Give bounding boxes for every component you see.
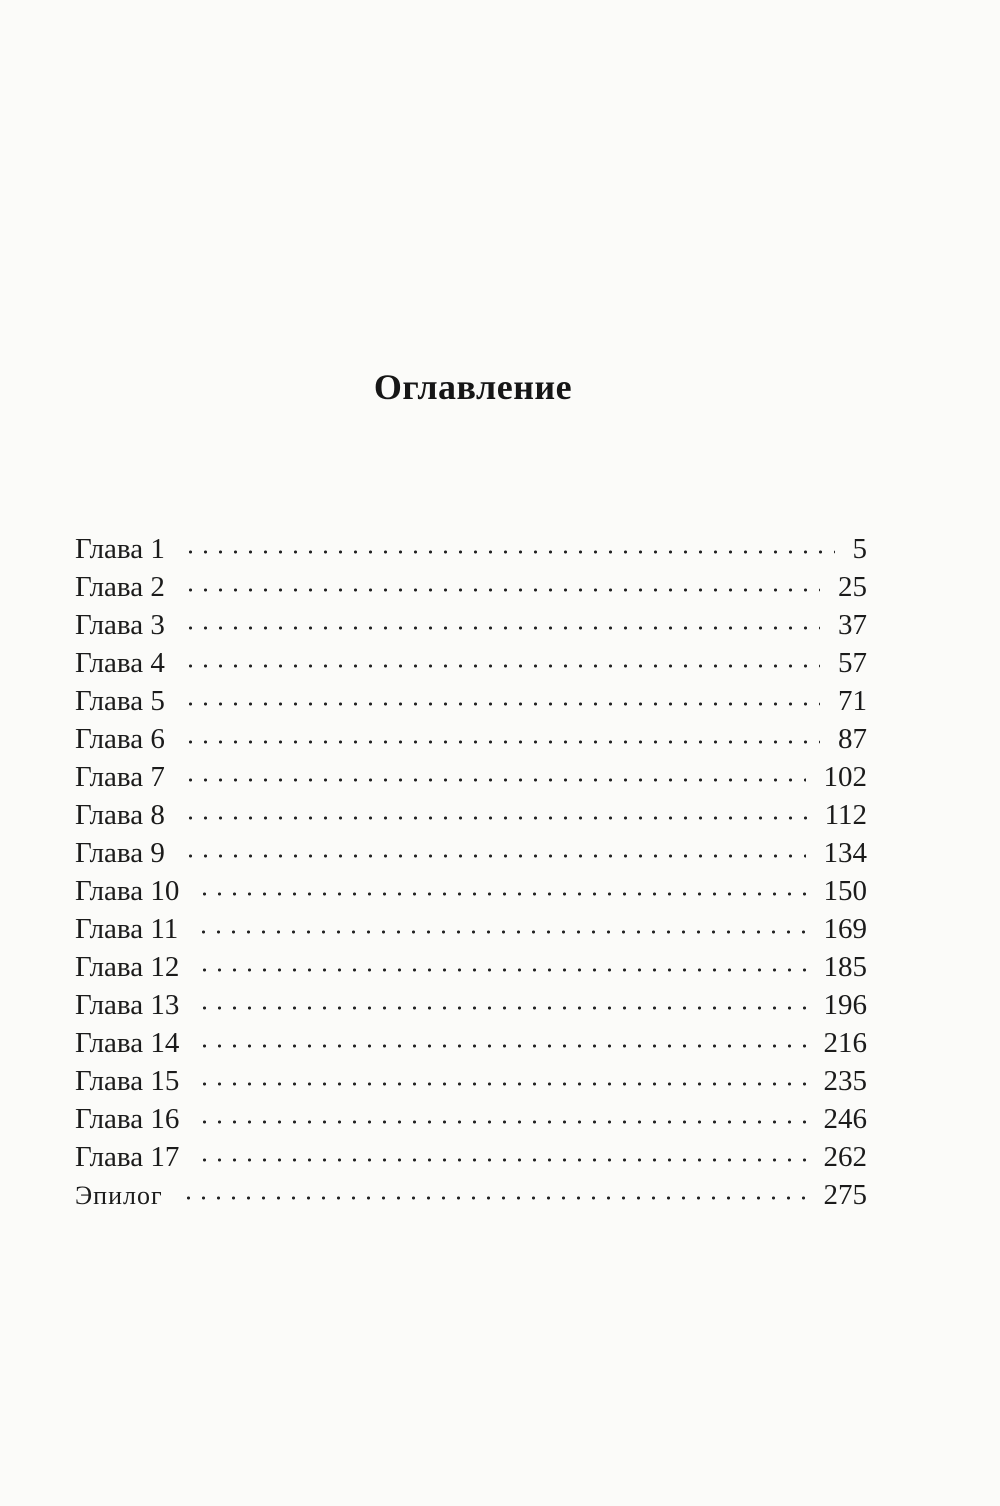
toc-entry[interactable] [75, 1062, 867, 1100]
toc-entry-label: Глава 6 [75, 723, 165, 755]
toc-entry[interactable] [75, 1100, 867, 1138]
toc-entry-page-number: 71 [838, 685, 867, 717]
toc-entry-page-number: 134 [823, 837, 867, 869]
dot-leader [183, 740, 820, 744]
toc-entry-label: Глава 7 [75, 761, 165, 793]
toc-entry[interactable] [75, 910, 867, 948]
dot-leader [183, 664, 820, 668]
toc-entry-page-number: 275 [823, 1179, 867, 1211]
toc-entry-page-number: 216 [823, 1027, 867, 1059]
toc-entry-page-number: 37 [838, 609, 867, 641]
dot-leader [183, 702, 820, 706]
toc-entry[interactable] [75, 948, 867, 986]
toc-entry-label: Глава 1 [75, 533, 165, 565]
dot-leader [197, 1006, 805, 1010]
dot-leader [183, 778, 806, 782]
toc-entry[interactable] [75, 606, 867, 644]
toc-entry-label: Глава 10 [75, 875, 180, 907]
toc-entry-page-number: 235 [823, 1065, 867, 1097]
dot-leader [183, 588, 820, 592]
toc-entry-label: Глава 15 [75, 1065, 180, 1097]
toc-entry-label: Глава 13 [75, 989, 180, 1021]
toc-entry-label: Глава 16 [75, 1103, 180, 1135]
toc-entry-page-number: 246 [823, 1103, 867, 1135]
dot-leader [197, 968, 805, 972]
toc-entry[interactable] [75, 1024, 867, 1062]
toc-entry-label: Глава 12 [75, 951, 180, 983]
dot-leader [183, 854, 806, 858]
toc-entry-label: Глава 4 [75, 647, 165, 679]
dot-leader [197, 892, 805, 896]
toc-entry[interactable] [75, 758, 867, 796]
toc-entry-page-number: 87 [838, 723, 867, 755]
toc-entry[interactable] [75, 1176, 867, 1214]
toc-entry[interactable] [75, 834, 867, 872]
toc-entry-label: Глава 5 [75, 685, 165, 717]
toc-entry-page-number: 57 [838, 647, 867, 679]
toc-entry-page-number: 102 [823, 761, 867, 793]
table-of-contents [75, 530, 867, 1214]
toc-entry-label: Глава 9 [75, 837, 165, 869]
toc-entry-page-number: 112 [824, 799, 867, 831]
dot-leader [197, 1120, 805, 1124]
dot-leader [197, 1044, 805, 1048]
dot-leader [183, 550, 835, 554]
toc-entry-page-number: 5 [852, 533, 867, 565]
toc-entry[interactable] [75, 986, 867, 1024]
toc-entry[interactable] [75, 872, 867, 910]
toc-entry[interactable] [75, 1138, 867, 1176]
toc-entry-page-number: 150 [823, 875, 867, 907]
dot-leader [183, 626, 820, 630]
toc-entry[interactable] [75, 720, 867, 758]
toc-entry[interactable] [75, 682, 867, 720]
toc-entry-page-number: 262 [823, 1141, 867, 1173]
toc-entry[interactable] [75, 644, 867, 682]
dot-leader [181, 1196, 806, 1200]
dot-leader [197, 1158, 805, 1162]
page-title: Оглавление [373, 367, 573, 407]
toc-entry-label: Глава 2 [75, 571, 165, 603]
toc-entry-label: Глава 8 [75, 799, 165, 831]
toc-entry-label: Глава 11 [75, 913, 179, 945]
toc-entry-label: Глава 3 [75, 609, 165, 641]
toc-entry-page-number: 25 [838, 571, 867, 603]
dot-leader [197, 1082, 805, 1086]
toc-entry-label: Глава 14 [75, 1027, 180, 1059]
toc-entry-label: Эпилог [75, 1181, 163, 1210]
toc-entry[interactable] [75, 568, 867, 606]
toc-entry[interactable] [75, 796, 867, 834]
dot-leader [196, 930, 805, 934]
toc-entry-page-number: 196 [823, 989, 867, 1021]
toc-entry-label: Глава 17 [75, 1141, 180, 1173]
toc-entry-page-number: 169 [823, 913, 867, 945]
toc-entry-page-number: 185 [823, 951, 867, 983]
toc-entry[interactable] [75, 530, 867, 568]
dot-leader [183, 816, 807, 820]
